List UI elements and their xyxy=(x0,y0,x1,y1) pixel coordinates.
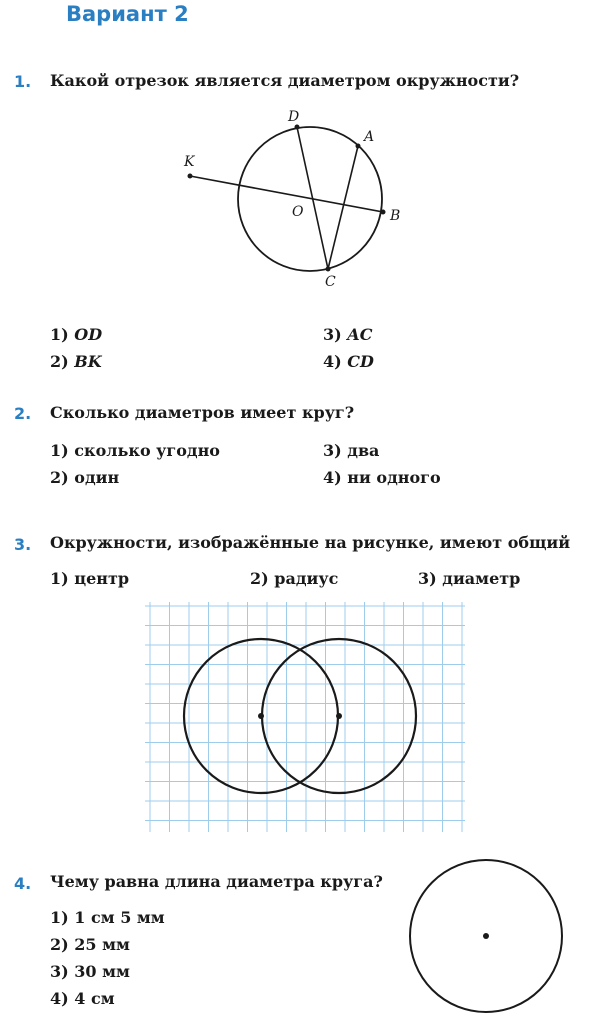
q4-option-4[interactable]: 4) 4 см xyxy=(50,989,115,1008)
circle-center xyxy=(483,933,489,939)
point-k xyxy=(188,174,193,179)
q2-option-4[interactable]: 4) ни одного xyxy=(323,468,441,487)
segment-dc xyxy=(297,127,328,269)
q1-option-2[interactable]: 2) BK xyxy=(50,352,102,371)
variant-title: Вариант 2 xyxy=(66,2,189,26)
q4-option-3[interactable]: 3) 30 мм xyxy=(50,962,130,981)
question-3-text: Окружности, изображённые на рисунке, имеют общий xyxy=(50,533,571,552)
question-2-number: 2. xyxy=(14,404,32,423)
label-k: K xyxy=(184,154,195,170)
question-4-text: Чему равна длина диаметра круга? xyxy=(50,872,383,891)
q4-option-2[interactable]: 2) 25 мм xyxy=(50,935,130,954)
q2-option-1[interactable]: 1) сколько угодно xyxy=(50,441,220,460)
label-o: O xyxy=(292,204,304,220)
question-1-text: Какой отрезок является диаметром окружности? xyxy=(50,71,520,90)
left-circle-center xyxy=(258,713,264,719)
q1-option-3[interactable]: 3) AC xyxy=(323,325,373,344)
question-3-figure xyxy=(145,602,465,832)
q3-option-1[interactable]: 1) центр xyxy=(50,569,130,588)
right-circle-center xyxy=(336,713,342,719)
q2-option-2[interactable]: 2) один xyxy=(50,468,120,487)
q4-option-1[interactable]: 1) 1 см 5 мм xyxy=(50,908,165,927)
label-c: C xyxy=(325,274,336,290)
point-c xyxy=(326,267,331,272)
question-3-number: 3. xyxy=(14,535,32,554)
point-b xyxy=(381,210,386,215)
q3-option-3[interactable]: 3) диаметр xyxy=(418,569,521,588)
label-a: A xyxy=(364,129,375,145)
question-4-figure xyxy=(404,856,574,1026)
point-a xyxy=(356,144,361,149)
label-d: D xyxy=(288,109,300,125)
q2-option-3[interactable]: 3) два xyxy=(323,441,380,460)
question-1-number: 1. xyxy=(14,72,32,91)
point-d xyxy=(295,125,300,130)
q1-option-4[interactable]: 4) CD xyxy=(323,352,374,371)
question-2-text: Сколько диаметров имеет круг? xyxy=(50,403,355,422)
q3-option-2[interactable]: 2) радиус xyxy=(250,569,339,588)
segment-kb xyxy=(190,176,383,212)
question-4-number: 4. xyxy=(14,874,32,893)
q1-option-1[interactable]: 1) OD xyxy=(50,325,103,344)
segment-ac xyxy=(328,146,358,269)
label-b: B xyxy=(390,208,401,224)
